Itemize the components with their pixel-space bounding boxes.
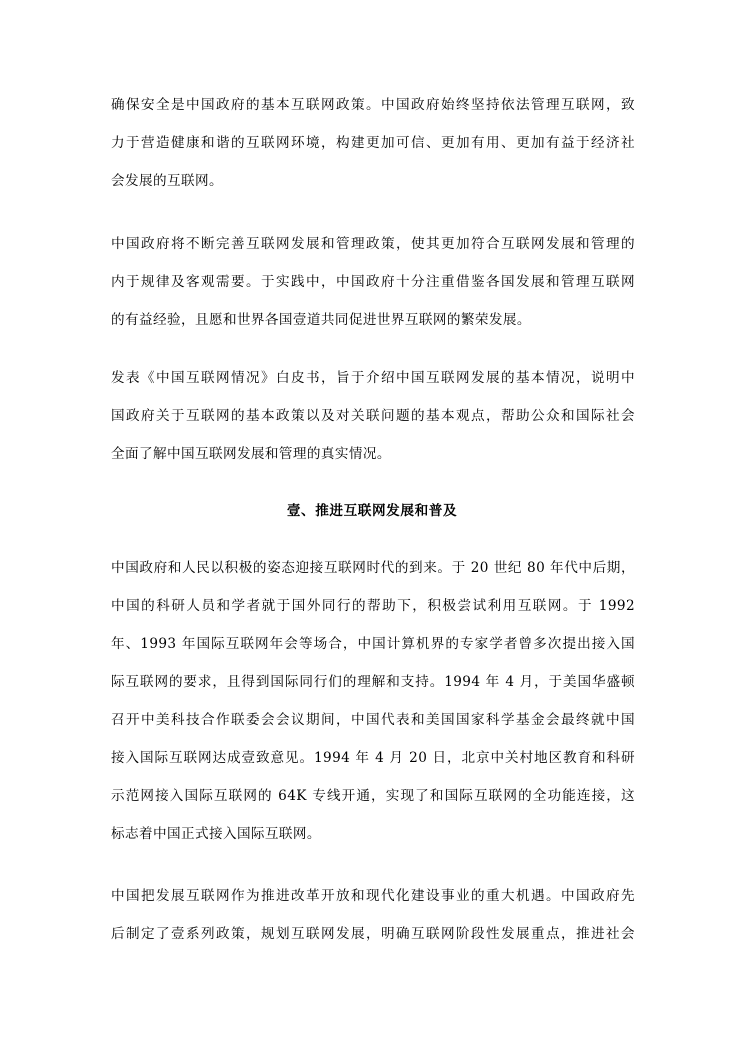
paragraph-section-history — [111, 549, 635, 853]
text-line: 的有益经验，且愿和世界各国壹道共同促进世界互联网的繁荣发展。 — [111, 312, 531, 328]
text-line: 力于营造健康和谐的互联网环境，构建更加可信、更加有用、更加有益于经济社 — [111, 135, 635, 151]
text-line: 确保安全是中国政府的基本互联网政策。中国政府始终坚持依法管理互联网，致 — [111, 97, 635, 113]
text-line: 中国把发展互联网作为推进改革开放和现代化建设事业的重大机遇。中国政府先 — [111, 888, 635, 904]
text-line: 中国政府将不断完善互联网发展和管理政策，使其更加符合互联网发展和管理的 — [111, 236, 635, 252]
text-line: 中国政府和人民以积极的姿态迎接互联网时代的到来。于 20 世纪 80 年代中后期， — [111, 560, 635, 576]
text-line: 标志着中国正式接入国际互联网。 — [111, 826, 321, 842]
text-line: 召开中美科技合作联委会会议期间，中国代表和美国国家科学基金会最终就中国 — [111, 712, 635, 728]
text-line: 会发展的互联网。 — [111, 173, 223, 189]
text-line: 示范网接入国际互联网的 64K 专线开通，实现了和国际互联网的全功能连接，这 — [111, 788, 635, 804]
text-line: 中国的科研人员和学者就于国外同行的帮助下，积极尝试利用互联网。于 1992 — [111, 598, 635, 614]
paragraph-section-opportunity — [111, 877, 635, 953]
section-heading: 壹、推进互联网发展和普及 — [286, 503, 458, 519]
text-line: 年、1993 年国际互联网年会等场合，中国计算机界的专家学者曾多次提出接入国 — [111, 636, 635, 652]
text-line: 发表《中国互联网情况》白皮书，旨于介绍中国互联网发展的基本情况，说明中 — [111, 370, 635, 386]
text-line: 国政府关于互联网的基本政策以及对关联问题的基本观点，帮助公众和国际社会 — [111, 408, 635, 424]
paragraph-intro-policy — [111, 225, 635, 339]
text-line: 后制定了壹系列政策，规划互联网发展，明确互联网阶段性发展重点，推进社会 — [111, 926, 635, 942]
text-line: 接入国际互联网达成壹致意见。1994 年 4 月 20 日，北京中关村地区教育和科研 — [111, 750, 635, 766]
paragraph-intro-safety — [111, 86, 635, 200]
text-line: 内于规律及客观需要。于实践中，中国政府十分注重借鉴各国发展和管理互联网 — [111, 274, 635, 290]
text-line: 际互联网的要求，且得到国际同行们的理解和支持。1994 年 4 月，于美国华盛顿 — [111, 674, 635, 690]
text-line: 全面了解中国互联网发展和管理的真实情况。 — [111, 446, 391, 462]
paragraph-intro-whitepaper — [111, 359, 635, 473]
